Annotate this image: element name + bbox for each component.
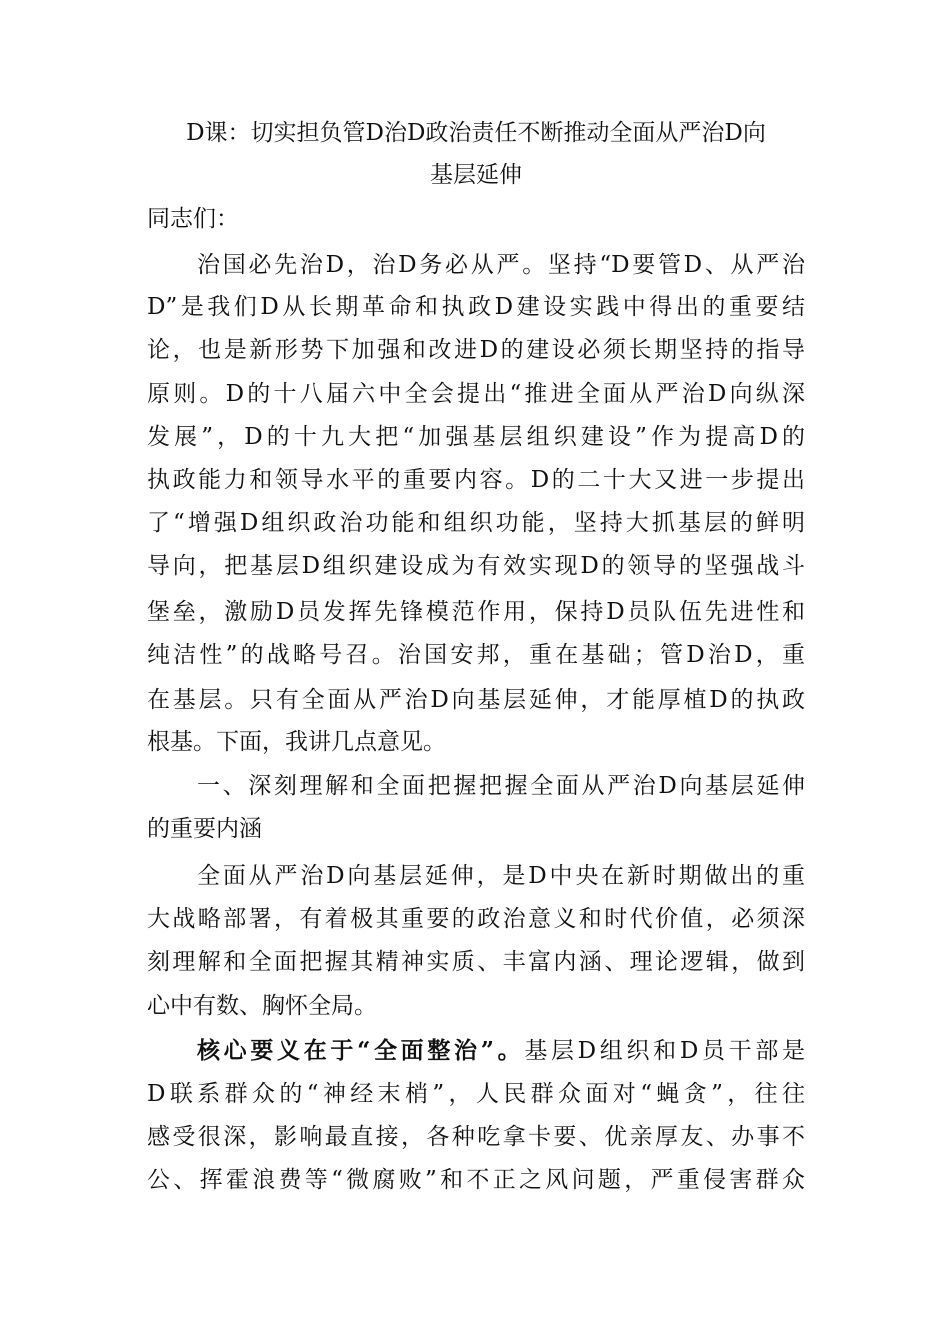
- paragraph-line: 刻理解和全面把握其精神实质、丰富内涵、理论逻辑，做到: [147, 949, 805, 975]
- paragraph-line: 了“增强D组织政治功能和组织功能，坚持大抓基层的鲜明: [147, 510, 805, 536]
- paragraph-line: 心中有数、胸怀全局。: [147, 993, 377, 1019]
- paragraph-line: 全面从严治D向基层延伸，是D中央在新时期做出的重: [197, 863, 805, 889]
- paragraph-line: 发展”，D的十九大把“加强基层组织建设”作为提高D的: [147, 424, 805, 450]
- section-heading-line: 一、深刻理解和全面把握把握全面从严治D向基层延伸: [197, 773, 805, 799]
- paragraph-line: 导向，把基层D组织建设成为有效实现D的领导的坚强战斗: [147, 553, 805, 579]
- paragraph-line: D”是我们D从长期革命和执政D建设实践中得出的重要结: [147, 294, 805, 320]
- bold-lead: 核心要义在于“全面整治”。: [197, 1037, 525, 1064]
- paragraph-line: 根基。下面，我讲几点意见。: [147, 729, 446, 755]
- paragraph-line: 大战略部署，有着极其重要的政治意义和时代价值，必须深: [147, 906, 805, 932]
- paragraph-line: 感受很深，影响最直接，各种吃拿卡要、优亲厚友、办事不: [147, 1124, 805, 1150]
- greeting: 同志们：: [147, 206, 239, 232]
- paragraph-line: 论，也是新形势下加强和改进D的建设必须长期坚持的指导: [147, 337, 805, 363]
- paragraph-line: 纯洁性”的战略号召。治国安邦，重在基础；管D治D，重: [147, 642, 805, 668]
- section-heading-line: 的重要内涵: [147, 816, 262, 842]
- paragraph-line: 公、挥霍浪费等“微腐败”和不正之风问题，严重侵害群众: [147, 1167, 805, 1193]
- paragraph-text: 基层D组织和D员干部是: [524, 1038, 805, 1064]
- paragraph-line: D联系群众的“神经末梢”，人民群众面对“蝇贪”，往往: [147, 1081, 805, 1107]
- paragraph-line: 在基层。只有全面从严治D向基层延伸，才能厚植D的执政: [147, 687, 805, 713]
- paragraph-line: 治国必先治D，治D务必从严。坚持“D要管D、从严治: [197, 252, 805, 278]
- title-line-1: D课：切实担负管D治D政治责任不断推动全面从严治D向: [186, 120, 766, 146]
- paragraph-line: 原则。D的十八届六中全会提出“推进全面从严治D向纵深: [147, 381, 805, 407]
- paragraph-line: 执政能力和领导水平的重要内容。D的二十大又进一步提出: [147, 467, 805, 493]
- paragraph-line: 堡垒，激励D员发挥先锋模范作用，保持D员队伍先进性和: [147, 599, 805, 625]
- paragraph-line: [197, 1037, 805, 1065]
- title-line-2: 基层延伸: [430, 162, 522, 188]
